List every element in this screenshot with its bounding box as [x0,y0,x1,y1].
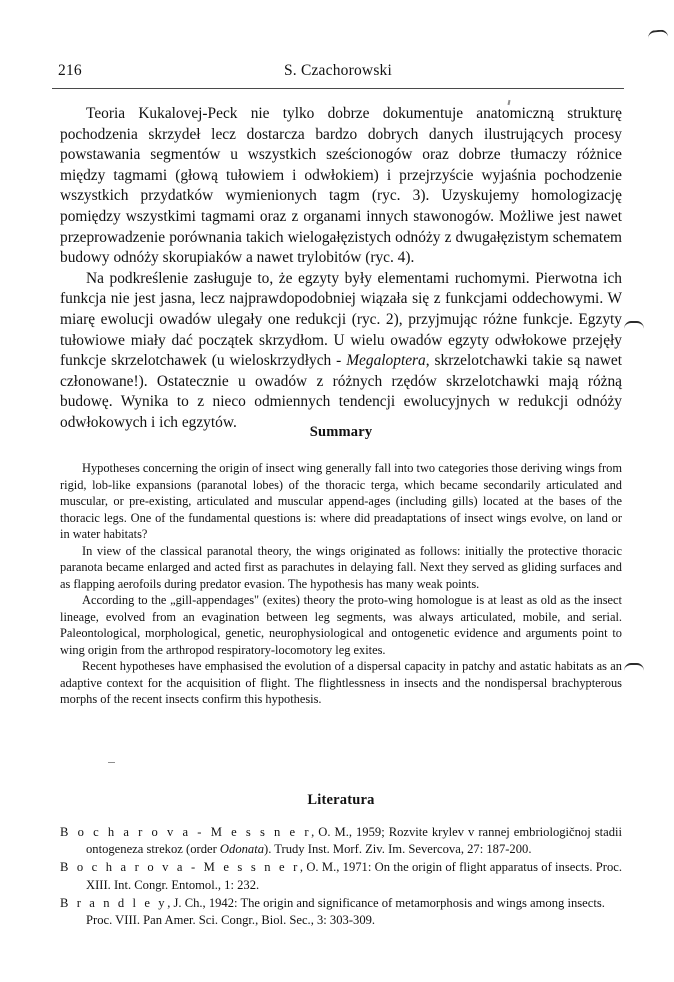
reference-entry: B r a n d l e y, J. Ch., 1942: The origin and significance of metamorphosis and wings among insects. Proc. VIII. Pan Amer. Sci. Congr., Biol. Sec., 3: 303-309. [60,895,605,928]
references-heading: Literatura [307,792,375,808]
reference-list [60,824,622,930]
reference-author: B o c h a r o v a - M e s s n e r [60,825,312,839]
margin-arc-mark-icon [624,663,644,673]
paragraph: Hypotheses concerning the origin of insect wing generally fall into two categories those deriving wings from rigid, lob-like expansions (paranotal lobes) of the thoracic terga, which became secondarily articulated and muscular, or pre-existing, articulated and muscular append-ages (including gills) located at the bases of the thoracic legs. One of the fundamental questions is: where did preadaptations of insect wings evolve, on land or in water habitats? [60,461,622,541]
polish-body-text [60,104,622,434]
margin-arc-mark-icon [648,29,669,40]
page-number: 216 [58,62,82,79]
paragraph: In view of the classical paranotal theory, the wings originated as follows: initially the protective thoracic paranota became enlarged and acted first as parachutes in delaying fall. Next they served as gliding surfaces and as flapping aerofoils during predator evasion. The hypothesis has many weak points. [60,543,622,591]
paragraph: Teoria Kukalovej-Peck nie tylko dobrze dokumentuje anatomiczną strukturę pochodzenia skrzydeł lecz dostarcza bardzo dobrych danych ilustrujących procesy powstawania segmentów u wszystkich sześcionogów oraz dobrze tłumaczy różnice między tagmami (głową tułowiem i odwłokiem) i przejrzyście wyjaśnia pochodzenie wszystkich przydatków wymienionych tagm (ryc. 3). Uzyskujemy homologizację pomiędzy wszystkimi tagmami oraz z organami innych stawonogów. Możliwe jest nawet przeprowadzenie porównania takich wielogałęzistych odnóży z dwugałęzistym schematem budowy odnóży skorupiaków a nawet trylobitów (ryc. 4). [60,105,622,267]
summary-heading: Summary [309,424,373,440]
paragraph: Recent hypotheses have emphasised the evolution of a dispersal capacity in patchy and astatic habitats as an adaptive context for the acquisition of flight. The flightlessness in insects and the nondispersal brachypterous morphs of the recent insects confirm this hypothesis. [60,659,622,706]
reference-entry: B o c h a r o v a - M e s s n e r, O. M., 1959; Rozvite krylev v rannej embriologičnoj stadii ontogeneza strekoz (order Odonata). Trudy Inst. Morf. Ziv. Im. Severcova, 27: 187-200. [60,825,623,857]
margin-arc-mark-icon [624,321,644,331]
reference-author: B o c h a r o v a - M e s s n e r [60,860,300,875]
paragraph: Na podkreślenie zasługuje to, że egzyty były elementami ruchomymi. Pierwotna ich funkcja nie jest jasna, lecz najprawdopodobniej wiązała się z funkcjami oddechowymi. W miarę ewolucji owadów ulegały one redukcji (ryc. 2), przyjmując różne funkcje. Egzyty tułowiowe miały dać początek skrzydłom. U wielu owadów egzyty odwłokowe przejęły funkcje skrzelotchawek (u wieloskrzydłych - Megaloptera, skrzelotchawki takie są nawet członowane!). Ostatecznie u owadów z różnych rzędów skrzelotchawki mają różną budowę. Wynika to z nieco odmiennych tendencji ewolucyjnych w redukcji odnóży odwłokowych i ich egzytów. [60,269,622,431]
header-rule [52,88,624,89]
reference-italic-title: Odonata [219,842,264,857]
reference-entry: B o c h a r o v a - M e s s n e r, O. M., 1971: On the origin of flight apparatus of insects. Proc. XIII. Int. Congr. Entomol., 1: 232. [60,860,623,892]
running-head [58,62,618,84]
english-summary [60,460,622,708]
reference-author: B r a n d l e y [60,895,168,910]
paragraph: According to the „gill-appendages" (exites) theory the proto-wing homologue is at least as old as the insect lineage, evolved from an evagination between leg segments, was always articulated, mobile, and serial. Paleontological, morphological, genetic, neurophysiological and ontogenetic evidence and arguments point to wing origin from the arthropod respiratory-locomotory leg exites. [60,593,622,657]
running-head-author: S. Czachorowski [283,62,393,79]
scan-speck [108,762,115,763]
genus-name: Megaloptera [346,352,426,370]
